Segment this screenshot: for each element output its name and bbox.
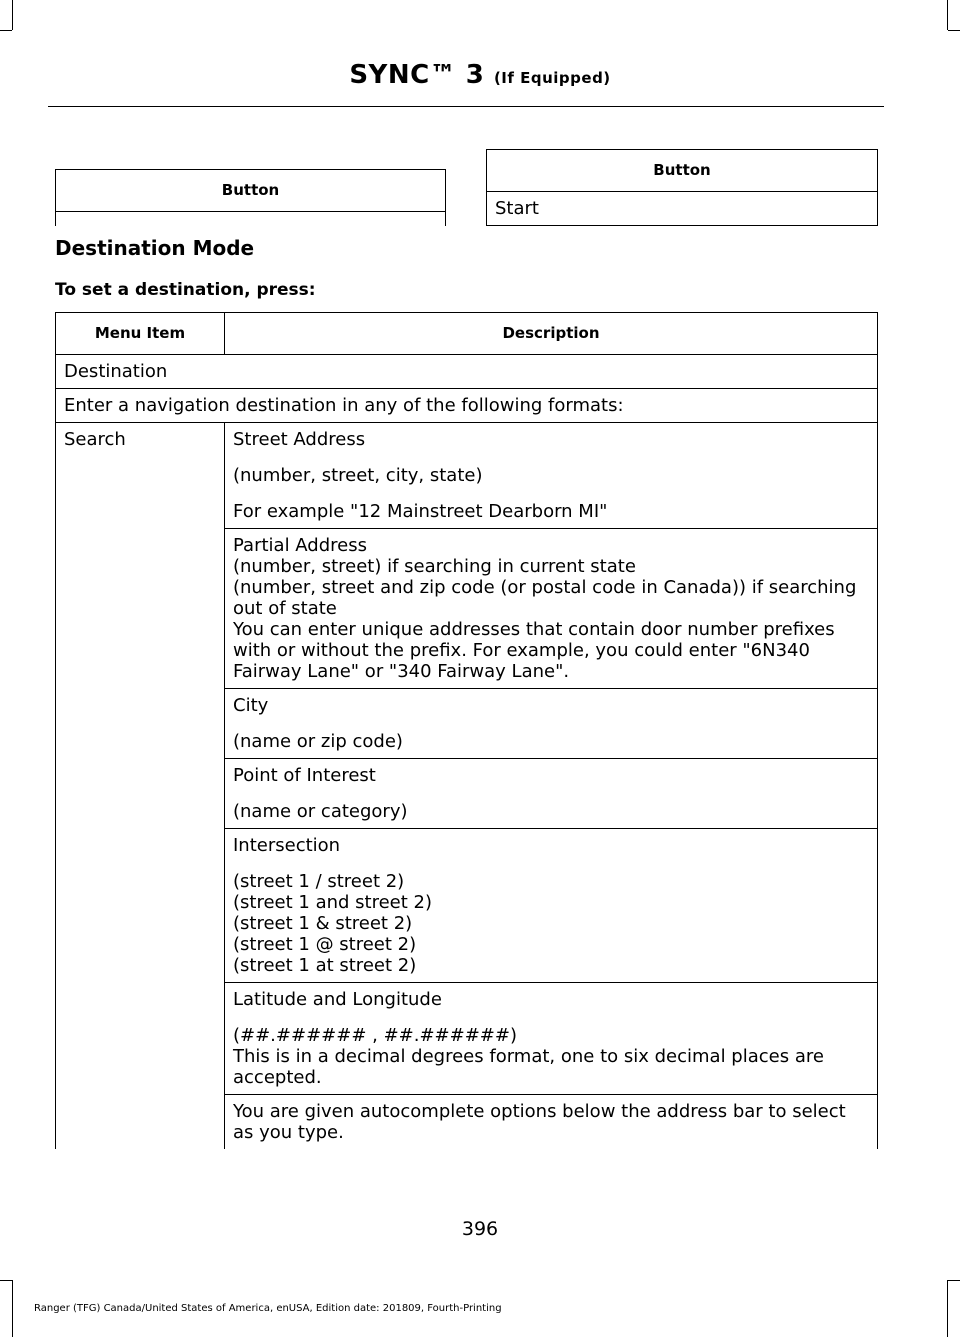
page-header xyxy=(0,60,960,90)
crop-mark xyxy=(0,30,12,31)
table-row xyxy=(56,423,878,529)
text-line: You are given autocomplete options below the address bar to select as you type. xyxy=(233,1101,846,1143)
destination-table xyxy=(55,312,878,1149)
column-header-description: Description xyxy=(225,313,878,355)
text-line: (##.###### , ##.######) xyxy=(233,1025,517,1046)
section-intro: To set a destination, press: xyxy=(55,280,316,300)
description-cell-city xyxy=(225,689,878,759)
crop-mark xyxy=(12,0,13,30)
text-line: (street 1 / street 2) xyxy=(233,871,405,892)
table-header: Button xyxy=(56,170,446,212)
text-line: (street 1 at street 2) xyxy=(233,955,417,976)
text-line: Partial Address xyxy=(233,535,367,556)
crop-mark xyxy=(948,1280,960,1281)
header-title: SYNC™ 3 xyxy=(349,60,485,90)
text-line: (name or category) xyxy=(233,801,408,822)
text-line: Latitude and Longitude xyxy=(233,989,442,1010)
column-header-menu-item: Menu Item xyxy=(56,313,225,355)
header-divider xyxy=(48,106,884,107)
crop-mark xyxy=(948,30,960,31)
header-subtitle: (If Equipped) xyxy=(493,69,611,87)
description-cell-intersection xyxy=(225,829,878,983)
text-line: (number, street and zip code (or postal code in Canada)) if searching out of state xyxy=(233,577,857,619)
table-row xyxy=(56,389,878,423)
section-title: Destination Mode xyxy=(55,236,255,260)
text-line: For example "12 Mainstreet Dearborn MI" xyxy=(233,501,608,522)
text-line: (name or zip code) xyxy=(233,731,403,752)
footer-text: Ranger (TFG) Canada/United States of America, enUSA, Edition date: 201809, Fourth-Printing xyxy=(34,1303,502,1314)
text-line: This is in a decimal degrees format, one to six decimal places are accepted. xyxy=(233,1046,824,1088)
menu-item-search: Search xyxy=(56,423,225,1150)
description-cell-poi xyxy=(225,759,878,829)
text-line: (street 1 & street 2) xyxy=(233,913,413,934)
text-line: Intersection xyxy=(233,835,341,856)
description-cell-autocomplete xyxy=(225,1095,878,1150)
description-cell-latlong xyxy=(225,983,878,1095)
button-table-right xyxy=(486,149,878,226)
table-header-row xyxy=(56,313,878,355)
table-cell-empty xyxy=(56,212,446,227)
table-row xyxy=(56,355,878,389)
table-cell: Destination xyxy=(56,355,878,389)
table-cell: Enter a navigation destination in any of the following formats: xyxy=(56,389,878,423)
crop-mark xyxy=(0,1280,12,1281)
text-line: You can enter unique addresses that contain door number prefixes with or without the prefix. For example, you could enter "6N340 Fairway Lane" or "340 Fairway Lane". xyxy=(233,619,835,682)
text-line: Street Address xyxy=(233,429,366,450)
crop-mark xyxy=(12,1280,13,1337)
text-line: (number, street, city, state) xyxy=(233,465,483,486)
crop-mark xyxy=(947,1280,948,1337)
text-line: City xyxy=(233,695,269,716)
button-table-left xyxy=(55,169,446,226)
table-cell: Start xyxy=(487,192,878,226)
page-number: 396 xyxy=(461,1218,499,1240)
text-line: Point of Interest xyxy=(233,765,376,786)
text-line: (street 1 and street 2) xyxy=(233,892,432,913)
crop-mark xyxy=(947,0,948,30)
table-header: Button xyxy=(487,150,878,192)
text-line: (number, street) if searching in current state xyxy=(233,556,636,577)
description-cell-street xyxy=(225,423,878,529)
description-cell-partial xyxy=(225,529,878,689)
text-line: (street 1 @ street 2) xyxy=(233,934,417,955)
